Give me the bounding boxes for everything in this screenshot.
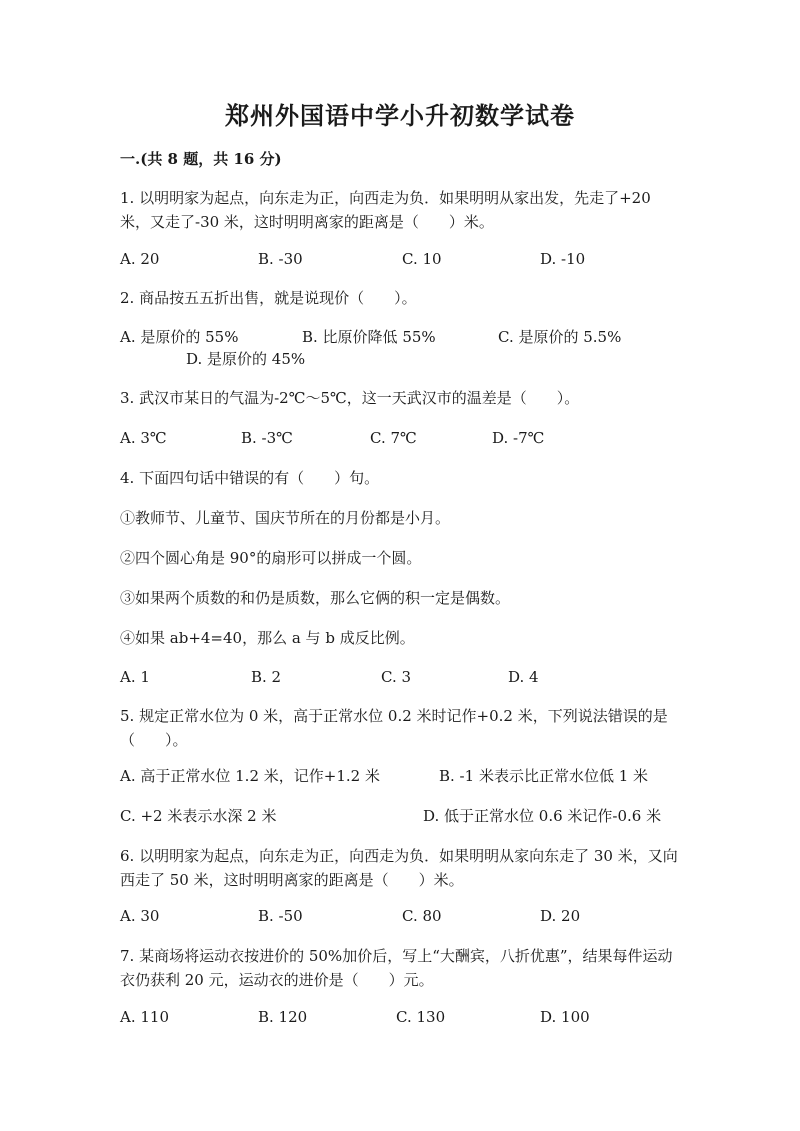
question-7-option-d: D. 100 xyxy=(540,1008,590,1026)
page-title: 郑州外国语中学小升初数学试卷 xyxy=(225,101,575,130)
question-4-option-b: B. 2 xyxy=(251,668,282,686)
question-3-option-d: D. -7℃ xyxy=(492,429,545,447)
question-1-option-b: B. -30 xyxy=(258,250,303,268)
question-4-option-a: A. 1 xyxy=(120,668,150,686)
question-4-option-d: D. 4 xyxy=(508,668,539,686)
question-2-option-d: D. 是原价的 45% xyxy=(186,350,306,368)
question-1-option-c: C. 10 xyxy=(402,250,442,268)
question-6-stem: 6. 以明明家为起点，向东走为正，向西走为负．如果明明从家向东走了 30 米，又向西走了 50 米，这时明明离家的距离是（ ）米。 xyxy=(120,847,678,889)
question-6-option-a: A. 30 xyxy=(120,907,160,925)
question-4-statement-1: ①教师节、儿童节、国庆节所在的月份都是小月。 xyxy=(120,509,451,527)
question-4-statement-3: ③如果两个质数的和仍是质数，那么它俩的积一定是偶数。 xyxy=(120,589,511,607)
question-4-option-c: C. 3 xyxy=(381,668,412,686)
question-4-statement-4: ④如果 ab+4=40，那么 a 与 b 成反比例。 xyxy=(120,629,415,647)
question-2-option-c: C. 是原价的 5.5% xyxy=(498,328,622,346)
question-6-option-d: D. 20 xyxy=(540,907,581,925)
question-5-stem: 5. 规定正常水位为 0 米，高于正常水位 0.2 米时记作+0.2 米，下列说法错误的是（ ）。 xyxy=(120,707,668,749)
question-5-option-a: A. 高于正常水位 1.2 米，记作+1.2 米 xyxy=(120,767,380,785)
question-7-option-c: C. 130 xyxy=(396,1008,446,1026)
question-5-option-c: C. +2 米表示水深 2 米 xyxy=(120,807,277,825)
question-1-option-d: D. -10 xyxy=(540,250,586,268)
question-7-stem: 7. 某商场将运动衣按进价的 50%加价后，写上“大酬宾，八折优惠”，结果每件运动衣仍获利 20 元，运动衣的进价是（ ）元。 xyxy=(120,947,673,989)
question-6-option-b: B. -50 xyxy=(258,907,303,925)
question-5-option-d: D. 低于正常水位 0.6 米记作-0.6 米 xyxy=(423,807,662,825)
question-2-stem: 2. 商品按五五折出售，就是说现价（ ）。 xyxy=(120,289,417,307)
question-1-stem: 1. 以明明家为起点，向东走为正，向西走为负．如果明明从家出发，先走了+20 米，又走了-30 米，这时明明离家的距离是（ ）米。 xyxy=(120,189,651,231)
question-4-statement-2: ②四个圆心角是 90°的扇形可以拼成一个圆。 xyxy=(120,549,422,567)
question-7-option-b: B. 120 xyxy=(258,1008,308,1026)
question-7-option-a: A. 110 xyxy=(120,1008,169,1026)
question-1-option-a: A. 20 xyxy=(120,250,160,268)
section-heading: 一.(共 8 题，共 16 分) xyxy=(120,150,282,168)
question-2-option-a: A. 是原价的 55% xyxy=(120,328,239,346)
question-3-option-c: C. 7℃ xyxy=(370,429,417,447)
question-4-stem: 4. 下面四句话中错误的有（ ）句。 xyxy=(120,469,380,487)
question-2-option-b: B. 比原价降低 55% xyxy=(302,328,436,346)
question-3-option-b: B. -3℃ xyxy=(241,429,293,447)
question-3-option-a: A. 3℃ xyxy=(120,429,167,447)
question-6-option-c: C. 80 xyxy=(402,907,442,925)
question-3-stem: 3. 武汉市某日的气温为-2℃～5℃，这一天武汉市的温差是（ ）。 xyxy=(120,389,580,407)
question-5-option-b: B. -1 米表示比正常水位低 1 米 xyxy=(439,767,649,785)
